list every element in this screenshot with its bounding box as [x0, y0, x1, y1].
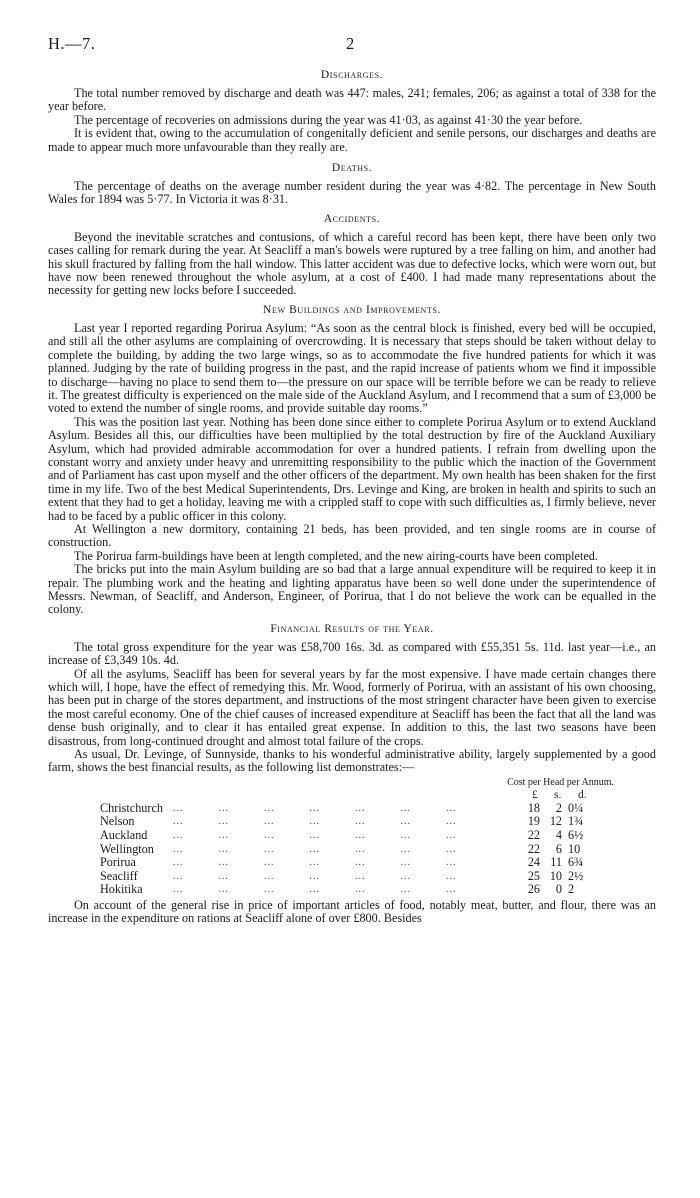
cost-pence: 10: [568, 841, 581, 856]
paragraph: The Porirua farm-buildings have been at length completed, and the new airing-courts have been completed.: [74, 548, 598, 563]
document-id: H.—7.: [48, 34, 96, 53]
cost-shillings: 10: [549, 868, 562, 883]
paragraph: Beyond the inevitable scratches and contusions, of which a careful record has been kept, there have been only two cases calling for remark during the year. At Seacliff a man's bowels were ruptured by a tree falling on him, and another had his skull fractured by falling from the hall window. This latter accident was due to defective locks, which were worn out, but have now been renewed throughout the whole asylum, at a cost of £400. I had made many representations about the necessity for getting new locks before I succeeded.: [48, 229, 656, 298]
cost-shillings: 0: [555, 882, 562, 897]
unit-shillings: s.: [554, 788, 562, 801]
page-number: 2: [346, 34, 355, 53]
leader-dots: ... ... ... ... ... ... ...: [173, 843, 457, 855]
paragraph: The total number removed by discharge and death was 447: males, 241; females, 206; as against a total of 338 for the year before.: [48, 86, 656, 114]
paragraph: It is evident that, owing to the accumulation of congenitally deficient and senile persons, our discharges and deaths are made to appear much more unfavourable than they really are.: [48, 126, 656, 154]
cost-pence: 0¼: [568, 800, 584, 815]
cost-shillings: 2: [555, 800, 562, 815]
leader-dots: ... ... ... ... ... ... ...: [173, 857, 457, 869]
section-heading-deaths: Deaths.: [331, 162, 373, 175]
cost-pounds: 25: [527, 868, 540, 883]
table-row: [48, 829, 656, 843]
unit-pounds: £: [532, 788, 538, 801]
section-heading-financial-results: Financial Results of the Year.: [270, 622, 434, 635]
section-heading-new-buildings: New Buildings and Improvements.: [263, 303, 441, 316]
asylum-name: Wellington: [100, 841, 154, 856]
cost-pence: 2: [568, 882, 575, 897]
asylum-name: Nelson: [100, 814, 135, 829]
paragraph: The bricks put into the main Asylum building are so bad that a large annual expenditure will be required to keep it in repair. The plumbing work and the heating and lighting apparatus have been so well done under the superintendence of Messrs. Newman, of Seacliff, and Anderson, Engineer, of Porirua, that I do not believe the work can be equalled in the colony.: [48, 562, 656, 617]
cost-pence: 1¾: [568, 814, 584, 829]
cost-per-head-table: [48, 777, 656, 897]
cost-shillings: 6: [555, 841, 562, 856]
unit-pence: d.: [578, 788, 587, 801]
table-row: [48, 870, 656, 884]
leader-dots: ... ... ... ... ... ... ...: [173, 870, 457, 882]
table-row: [48, 802, 656, 816]
leader-dots: ... ... ... ... ... ... ...: [173, 884, 457, 896]
table-header: Cost per Head per Annum.: [507, 776, 614, 788]
asylum-name: Auckland: [100, 828, 148, 843]
cost-pounds: 19: [527, 814, 540, 829]
section-heading-accidents: Accidents.: [323, 212, 381, 225]
paragraph: Of all the asylums, Seacliff has been for several years by far the most expensive. I have made certain changes there which will, I hope, have the effect of remedying this. Mr. Wood, formerly of Porirua, with an assistant of his own choosing, has been put in charge of the stores department, and instructions of the most stringent character have been given to exercise the most careful economy. One of the chief causes of increased expenditure at Seacliff has been the fact that all the land was dense bush originally, and to clear it has entailed great expense. In addition to this, the last two seasons have been disastrous, from long-continued drought and almost total failure of the crops.: [48, 666, 656, 748]
leader-dots: ... ... ... ... ... ... ...: [173, 830, 457, 842]
cost-pounds: 18: [527, 800, 540, 815]
cost-pounds: 22: [527, 828, 540, 843]
cost-pounds: 22: [527, 841, 540, 856]
paragraph: Last year I reported regarding Porirua Asylum: “As soon as the central block is finished, every bed will be occupied, and still all the other asylums are complaining of overcrowding. It is necessary that steps should be taken without delay to complete the building, by adding the two large wings, so as to accommodate the five hundred patients for which it was planned. Judging by the rate of building progress in the past, and the rapid increase of patients whom we find it impossible to discharge—having no place to send them to—the pressure on our space will be terrible before we can be ready to relieve it. The greatest difficulty is experienced on the male side of the Auckland Asylum, and I recommend that a sum of £3,000 be voted to extend the number of single rooms, and provide suitable day rooms.”: [48, 320, 656, 416]
cost-pence: 2½: [568, 868, 584, 883]
page-header: [48, 34, 656, 54]
table-row: [48, 883, 656, 897]
cost-pounds: 24: [527, 855, 540, 870]
closing-paragraph: On account of the general rise in price of important articles of food, notably meat, butter, and flour, there was an increase in the expenditure on rations at Seacliff alone of over £800. Besides: [48, 898, 656, 926]
cost-shillings: 11: [550, 855, 562, 870]
table-units-row: [48, 789, 656, 802]
paragraph: As usual, Dr. Levinge, of Sunnyside, thanks to his wonderful administrative ability, largely supplemented by a good farm, shows the best financial results, as the following list demonstrates:—: [48, 747, 656, 775]
paragraph: At Wellington a new dormitory, containing 21 beds, has been provided, and ten single rooms are in course of construction.: [48, 521, 656, 550]
cost-pounds: 26: [527, 882, 540, 897]
asylum-name: Christchurch: [100, 800, 163, 815]
table-row: [48, 856, 656, 870]
leader-dots: ... ... ... ... ... ... ...: [173, 802, 457, 814]
cost-pence: 6½: [568, 828, 584, 843]
table-row: [48, 843, 656, 857]
section-heading-discharges: Discharges.: [320, 69, 384, 81]
cost-pence: 6¾: [568, 855, 584, 870]
paragraph: The total gross expenditure for the year was £58,700 16s. 3d. as compared with £55,351 5s. 11d. last year—i.e., an increase of £3,349 10s. 4d.: [48, 639, 656, 668]
cost-shillings: 12: [549, 814, 562, 829]
asylum-name: Hokitika: [100, 882, 143, 897]
paragraph: The percentage of deaths on the average number resident during the year was 4·82. The percentage in New South Wales for 1894 was 5·77. In Victoria it was 8·31.: [48, 179, 656, 207]
paragraph: This was the position last year. Nothing has been done since either to complete Porirua Asylum or to extend Auckland Asylum. Besides all this, our difficulties have been multiplied by the total destruction by fire of the Auckland Auxiliary Asylum, which had provided admirable accommodation for over a hundred patients. I refrain from dwelling upon the constant worry and anxiety under heavy and unremitting responsibility to the public which the inaction of the Government and of Parliament has cast upon myself and the other officers of the department. My own health has been shaken for the first time in my life. Two of the best Medical Superintendents, Drs. Levinge and King, are broken in health and spirits to such an extent that they had to get a holiday, leaving me with a crippled staff to cope with such difficulties as, I firmly believe, never had to be faced by a public officer in this colony.: [48, 414, 656, 523]
table-rows: [48, 802, 656, 897]
document-body: [48, 66, 656, 926]
leader-dots: ... ... ... ... ... ... ...: [173, 816, 457, 828]
asylum-name: Porirua: [100, 855, 136, 870]
cost-shillings: 4: [555, 828, 562, 843]
paragraph: The percentage of recoveries on admissions during the year was 41·03, as against 41·30 the year before.: [74, 112, 583, 127]
table-row: [48, 815, 656, 829]
asylum-name: Seacliff: [100, 868, 138, 883]
